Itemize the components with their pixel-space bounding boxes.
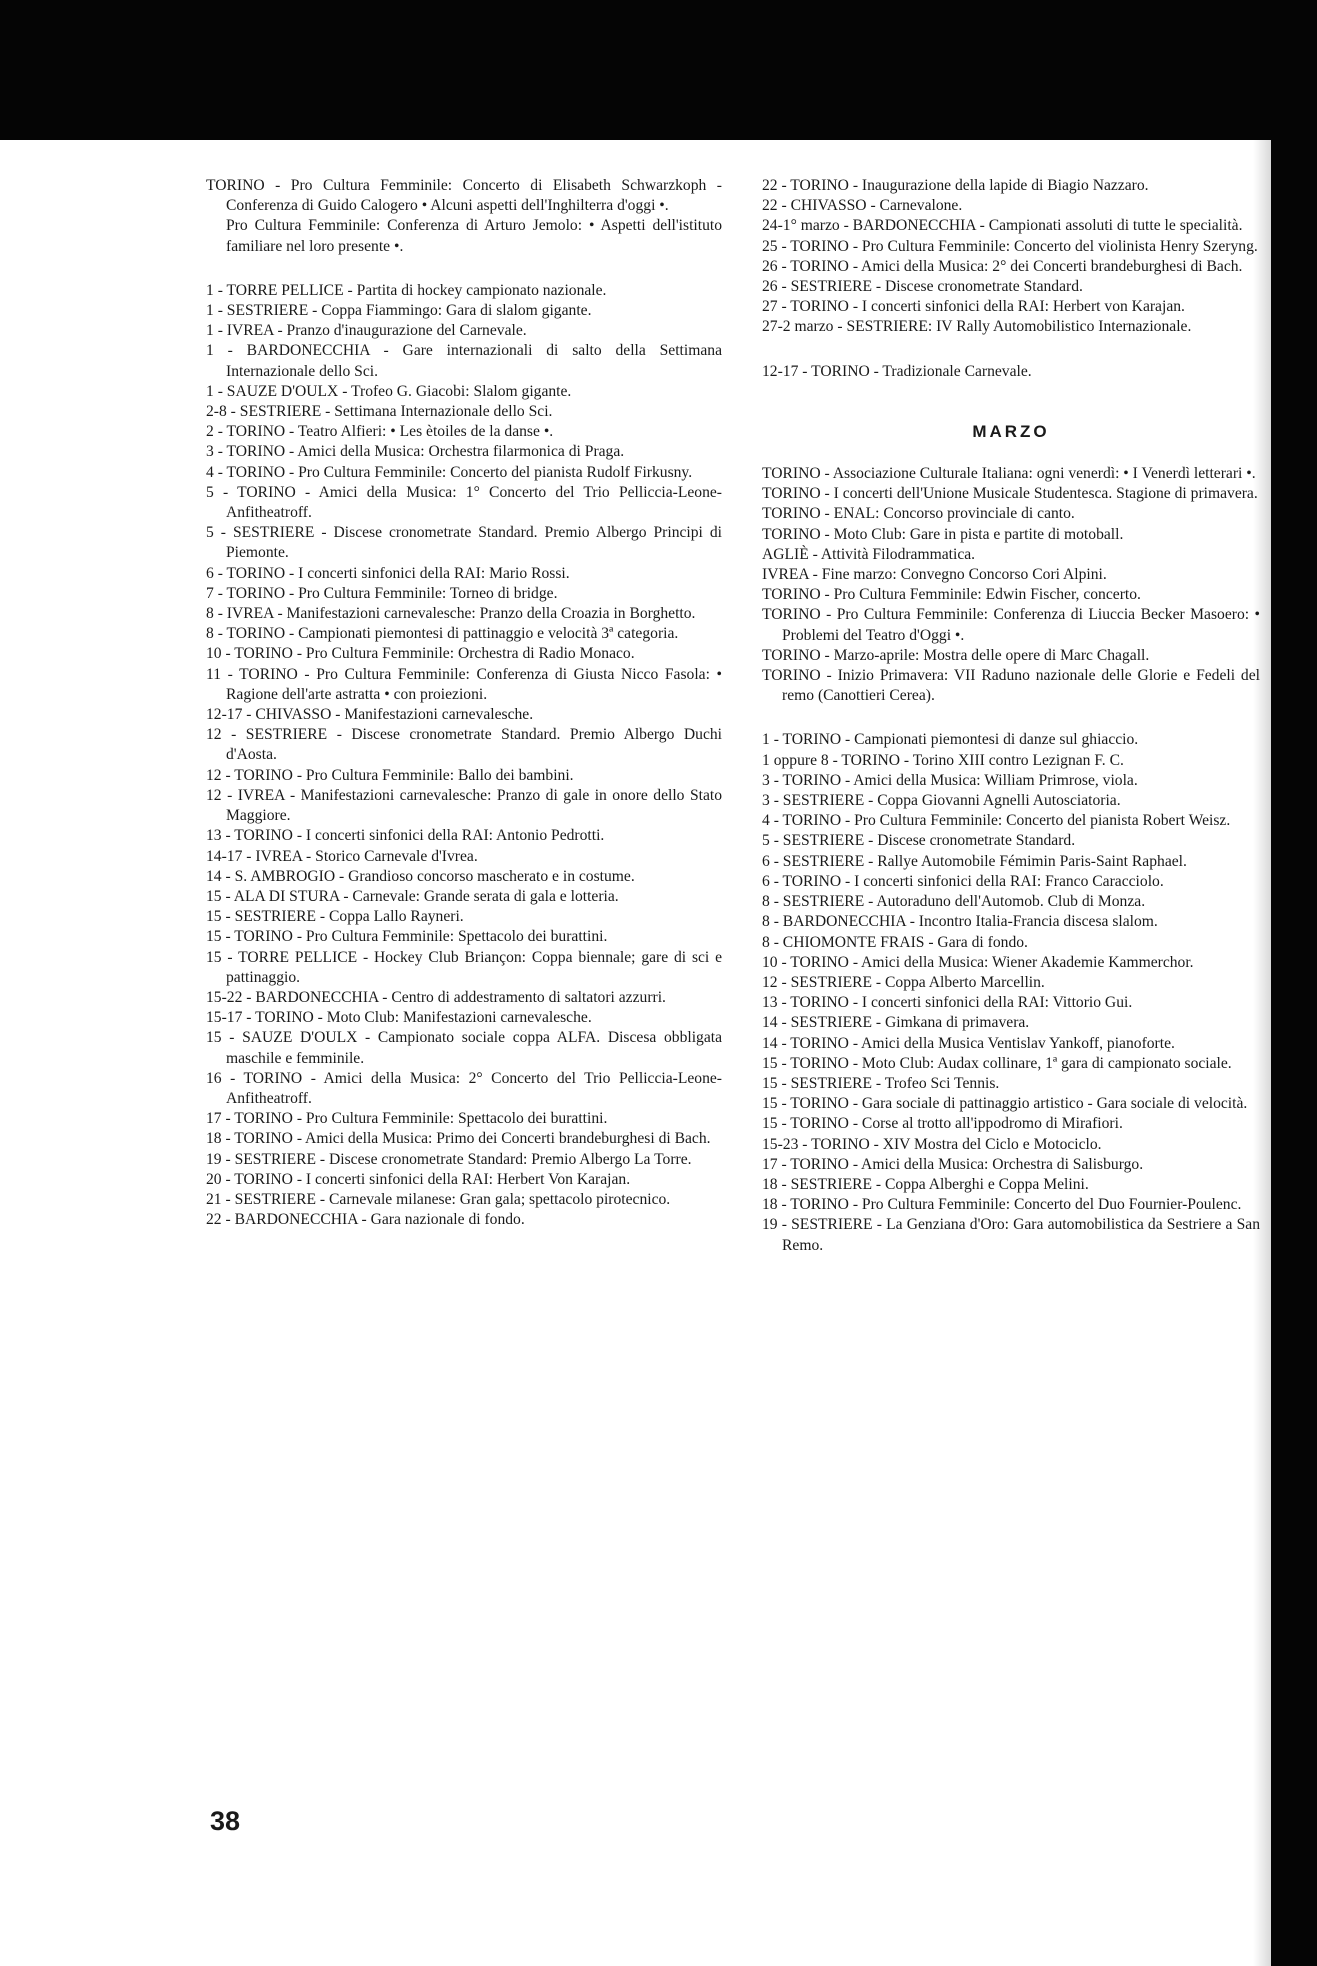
event-entry: [762, 771, 1260, 791]
event-date: 2 -: [206, 423, 223, 441]
event-entry: [762, 1175, 1260, 1195]
march-heading: MARZO: [972, 421, 1050, 441]
event-entry: [206, 483, 722, 523]
event-text: SESTRIERE - Coppa Alberto Marcellin.: [786, 973, 1045, 991]
event-entry: [206, 867, 722, 887]
event-entry: [206, 927, 722, 947]
event-text: TORINO - Amici della Musica: Primo dei Concerti brandeburghesi di Bach.: [230, 1130, 711, 1148]
event-text: BARDONECCHIA - Centro di addestramento di saltatori azzurri.: [251, 988, 666, 1006]
event-text: ALA DI STURA - Carnevale: Grande serata di gala e lotteria.: [230, 887, 619, 905]
event-date: 21 -: [206, 1190, 231, 1208]
event-entry: [762, 1215, 1260, 1255]
event-text: SESTRIERE - Discese cronometrate Standard. Premio Albergo Duchi d'Aosta.: [226, 726, 722, 764]
event-text: SESTRIERE: IV Rally Automobilistico Internazionale.: [842, 318, 1192, 336]
event-text: TORINO - Corse al trotto all'ippodromo di Mirafiori.: [786, 1115, 1123, 1133]
march-general-entry: TORINO - Marzo-aprile: Mostra delle opere di Marc Chagall.: [762, 646, 1150, 664]
left-column: [206, 176, 722, 1230]
event-date: 27-2 marzo -: [762, 318, 843, 336]
event-entry: [762, 257, 1260, 277]
march-general-entry: TORINO - Moto Club: Gare in pista e partite di motoball.: [762, 525, 1124, 543]
event-entry: [206, 1028, 722, 1068]
event-text: TORINO - Pro Cultura Femminile: Concerto del pianista Robert Weisz.: [778, 812, 1231, 830]
event-entry: [762, 933, 1260, 953]
event-entry: [762, 751, 1260, 771]
event-entry: [206, 1109, 722, 1129]
event-text: SESTRIERE - Rallye Automobile Fémimin Paris-Saint Raphael.: [778, 852, 1187, 870]
event-text: TORINO - Pro Cultura Femminile: Spettacolo dei burattini.: [230, 928, 608, 946]
event-date: 15 -: [206, 908, 231, 926]
event-text: TORINO - Amici della Musica: 1° Concerto del Trio Pelliccia-Leone-Anfitheatroff.: [226, 483, 722, 522]
february-events-continued-list: [762, 176, 1260, 382]
event-entry: [762, 831, 1260, 851]
event-text: TORINO - Inaugurazione della lapide di Biagio Nazzaro.: [786, 177, 1149, 194]
event-text: TORINO - Amici della Musica Ventislav Yankoff, pianoforte.: [786, 1034, 1175, 1052]
event-date: 14 -: [206, 867, 231, 885]
event-entry: [206, 402, 722, 422]
event-entry: [206, 422, 722, 442]
event-entry: [206, 1190, 722, 1210]
event-text: SESTRIERE - Settimana Internazionale dello Sci.: [235, 403, 553, 421]
february-events-list: [206, 281, 722, 1231]
event-text: SESTRIERE - Discese cronometrate Standard. Premio Albergo Principi di Piemonte.: [225, 524, 722, 562]
event-date: 5 -: [206, 483, 229, 501]
event-entry: [762, 912, 1260, 932]
event-entry: [762, 362, 1260, 382]
event-date: 15-17 -: [206, 1009, 252, 1027]
event-entry: [762, 892, 1260, 912]
event-entry: [206, 847, 722, 867]
march-general-entry: IVREA - Fine marzo: Convegno Concorso Cori Alpini.: [762, 566, 1107, 584]
event-text: TORINO - I concerti sinfonici della RAI: Antonio Pedrotti.: [230, 827, 605, 845]
event-date: 1 -: [206, 342, 233, 360]
event-date: 5 -: [762, 832, 779, 850]
event-text: TORINO - Pro Cultura Femminile: Concerto del pianista Rudolf Firkusny.: [222, 463, 693, 481]
scan-border-top: [0, 0, 1317, 140]
march-general-entry: TORINO - Inizio Primavera: VII Raduno nazionale delle Glorie e Fedeli del remo (Canottieri Cerea).: [762, 667, 1260, 705]
page-number: 38: [210, 1806, 241, 1836]
event-entry: [762, 1094, 1260, 1114]
event-entry: [206, 1170, 722, 1190]
march-general-entry: TORINO - Pro Cultura Femminile: Edwin Fischer, concerto.: [762, 586, 1141, 604]
event-date: 3 -: [762, 792, 779, 810]
event-date: 18 -: [762, 1175, 787, 1193]
march-general-list: [762, 464, 1260, 706]
event-entry: [206, 463, 722, 483]
event-date: 8 -: [206, 605, 223, 623]
march-general-entry: TORINO - ENAL: Concorso provinciale di canto.: [762, 505, 1075, 523]
event-date: 10 -: [206, 645, 231, 663]
intro-line: Pro Cultura Femminile: Conferenza di Arturo Jemolo: • Aspetti dell'istituto familiare nel loro presente •.: [226, 217, 722, 255]
event-date: 15 -: [762, 1095, 787, 1113]
event-entry: [762, 1013, 1260, 1033]
event-text: TORINO - Pro Cultura Femminile: Spettacolo dei burattini.: [230, 1110, 608, 1128]
event-text: TORINO - Moto Club: Manifestazioni carnevalesche.: [251, 1009, 592, 1027]
event-date: 15 -: [762, 1054, 787, 1072]
intro-block: [206, 176, 722, 257]
event-text: TORINO - XIV Mostra del Ciclo e Motociclo.: [807, 1135, 1102, 1153]
event-date: 15 -: [762, 1074, 787, 1092]
event-text: TORINO - I concerti sinfonici della RAI: Mario Rossi.: [222, 564, 570, 582]
event-text: TORRE PELLICE - Partita di hockey campionato nazionale.: [222, 281, 607, 299]
event-text: IVREA - Storico Carnevale d'Ivrea.: [251, 847, 478, 865]
event-text: TORINO - Campionati piemontesi di danze sul ghiaccio.: [778, 731, 1139, 749]
event-entry: [762, 1074, 1260, 1094]
event-date: 16 -: [206, 1069, 236, 1087]
event-text: TORINO - Pro Cultura Femminile: Torneo di bridge.: [222, 584, 558, 602]
event-text: SESTRIERE - Gimkana di primavera.: [786, 1014, 1030, 1032]
event-entry: [206, 665, 722, 705]
event-entry: [762, 1034, 1260, 1054]
right-column: [762, 176, 1260, 1256]
scan-border-right: [1271, 0, 1317, 1966]
event-text: SESTRIERE - La Genziana d'Oro: Gara automobilistica da Sestriere a San Remo.: [782, 1216, 1260, 1254]
event-date: 19 -: [762, 1216, 787, 1234]
event-date: 20 -: [206, 1170, 231, 1188]
event-date: 12 -: [206, 766, 231, 784]
event-text: CHIVASSO - Carnevalone.: [786, 197, 963, 215]
event-date: 25 -: [762, 237, 787, 255]
event-date: 17 -: [762, 1155, 787, 1173]
event-text: TORINO - Gara sociale di pattinaggio artistico - Gara sociale di velocità.: [786, 1095, 1248, 1113]
event-text: TORINO - Amici della Musica: 2° Concerto del Trio Pelliccia-Leone-Anfitheatroff.: [226, 1069, 722, 1107]
event-date: 11 -: [206, 665, 233, 683]
event-date: 1 oppure 8 -: [762, 751, 838, 769]
event-date: 6 -: [762, 872, 779, 890]
event-date: 2-8 -: [206, 403, 236, 421]
event-date: 22 -: [206, 1211, 231, 1229]
event-text: IVREA - Pranzo d'inaugurazione del Carnevale.: [222, 322, 527, 340]
event-entry: [762, 1054, 1260, 1074]
event-date: 15 -: [206, 948, 233, 966]
march-general-entry: TORINO - Associazione Culturale Italiana: ogni venerdì: • I Venerdì letterari •.: [762, 465, 1256, 483]
event-entry: [206, 786, 722, 826]
event-entry: [762, 730, 1260, 750]
event-date: 4 -: [206, 463, 223, 481]
event-text: SESTRIERE - Autoraduno dell'Automob. Club di Monza.: [778, 893, 1146, 911]
event-entry: [206, 988, 722, 1008]
event-date: 22 -: [762, 197, 787, 215]
event-date: 6 -: [206, 564, 223, 582]
event-date: 15 -: [762, 1115, 787, 1133]
event-text: BARDONECCHIA - Gare internazionali di salto della Settimana Internazionale dello Sci.: [226, 342, 722, 380]
event-text: BARDONECCHIA - Campionati assoluti di tutte le specialità.: [848, 217, 1243, 235]
event-date: 27 -: [762, 298, 787, 316]
event-date: 18 -: [206, 1130, 231, 1148]
event-date: 10 -: [762, 953, 787, 971]
event-entry: [762, 216, 1260, 236]
event-date: 14 -: [762, 1034, 787, 1052]
event-entry: [762, 852, 1260, 872]
event-text: TORINO - I concerti sinfonici della RAI: Franco Caracciolo.: [778, 872, 1164, 890]
event-entry: [206, 887, 722, 907]
event-text: CHIOMONTE FRAIS - Gara di fondo.: [778, 933, 1028, 951]
event-date: 13 -: [206, 827, 231, 845]
event-text: TORINO - I concerti sinfonici della RAI: Herbert Von Karajan.: [230, 1170, 631, 1188]
event-entry: [206, 442, 722, 462]
event-entry: [762, 953, 1260, 973]
event-date: 4 -: [762, 812, 779, 830]
event-text: TORINO - Pro Cultura Femminile: Concerto del violinista Henry Szeryng.: [786, 237, 1258, 255]
event-text: TORINO - Pro Cultura Femminile: Concerto del Duo Fournier-Poulenc.: [786, 1196, 1242, 1214]
march-general-entry: TORINO - Pro Cultura Femminile: Conferenza di Liuccia Becker Masoero: • Problemi del Teatro d'Oggi •.: [762, 606, 1260, 644]
event-text: S. AMBROGIO - Grandioso concorso mascherato e in costume.: [230, 867, 635, 885]
event-date: 15 -: [206, 1029, 235, 1047]
event-date: 7 -: [206, 584, 223, 602]
event-date: 1 -: [206, 281, 223, 299]
event-date: 13 -: [762, 994, 787, 1012]
event-text: TORRE PELLICE - Hockey Club Briançon: Coppa biennale; gare di sci e pattinaggio.: [226, 948, 723, 986]
event-text: SESTRIERE - Coppa Lallo Rayneri.: [230, 908, 464, 926]
event-entry: [206, 281, 722, 301]
event-text: SESTRIERE - Coppa Alberghi e Coppa Melini.: [786, 1175, 1089, 1193]
intro-line: TORINO - Pro Cultura Femminile: Concerto di Elisabeth Schwarzkoph - Conferenza di Guido Calogero • Alcuni aspetti dell'Inghilterra d'oggi •.: [206, 177, 722, 215]
event-date: 3 -: [762, 771, 779, 789]
event-entry: [206, 948, 722, 988]
march-general-entry: TORINO - I concerti dell'Unione Musicale Studentesca. Stagione di primavera.: [762, 485, 1258, 503]
event-text: SESTRIERE - Discese cronometrate Standard: Premio Albergo La Torre.: [230, 1150, 692, 1168]
event-entry: [762, 317, 1260, 337]
march-events-list: [762, 730, 1260, 1255]
event-entry: [762, 277, 1260, 297]
event-date: 26 -: [762, 257, 787, 275]
event-date: 8 -: [206, 625, 223, 643]
event-date: 3 -: [206, 443, 223, 461]
event-date: 15-23 -: [762, 1135, 808, 1153]
event-entry: [206, 564, 722, 584]
event-entry: [206, 584, 722, 604]
event-text: TORINO - Torino XIII contro Lezignan F. C.: [837, 751, 1124, 769]
event-entry: [206, 1069, 722, 1109]
event-text: SAUZE D'OULX - Campionato sociale coppa ALFA. Discesa obbligata maschile e femminile.: [226, 1029, 723, 1067]
event-entry: [762, 196, 1260, 216]
event-date: 22 -: [762, 177, 787, 194]
event-text: TORINO - Amici della Musica: 2° dei Concerti brandeburghesi di Bach.: [786, 257, 1243, 275]
event-text: SESTRIERE - Coppa Giovanni Agnelli Autosciatoria.: [778, 792, 1121, 810]
event-date: 1 -: [206, 302, 223, 320]
event-date: 15 -: [206, 887, 231, 905]
event-text: TORINO - Pro Cultura Femminile: Ballo dei bambini.: [230, 766, 574, 784]
event-text: IVREA - Manifestazioni carnevalesche: Pranzo della Croazia in Borghetto.: [222, 605, 696, 623]
march-general-entry: AGLIÈ - Attività Filodrammatica.: [762, 545, 976, 563]
event-entry: [206, 321, 722, 341]
event-date: 8 -: [762, 893, 779, 911]
event-entry: [762, 237, 1260, 257]
event-text: TORINO - Teatro Alfieri: • Les ètoiles de la danse •.: [222, 423, 554, 441]
event-entry: [762, 811, 1260, 831]
event-date: 1 -: [762, 731, 779, 749]
event-entry: [206, 1150, 722, 1170]
event-date: 12-17 -: [206, 706, 252, 724]
event-date: 6 -: [762, 852, 779, 870]
event-entry: [762, 297, 1260, 317]
event-date: 5 -: [206, 524, 226, 542]
event-entry: [206, 1129, 722, 1149]
event-text: SESTRIERE - Carnevale milanese: Gran gala; spettacolo pirotecnico.: [230, 1190, 671, 1208]
event-entry: [206, 644, 722, 664]
event-date: 1 -: [206, 322, 223, 340]
event-entry: [762, 176, 1260, 196]
event-entry: [762, 1135, 1260, 1155]
event-entry: [206, 705, 722, 725]
event-date: 15-22 -: [206, 988, 252, 1006]
event-text: CHIVASSO - Manifestazioni carnevalesche.: [251, 706, 534, 724]
event-entry: [206, 382, 722, 402]
event-date: 14-17 -: [206, 847, 252, 865]
event-date: 1 -: [206, 382, 223, 400]
event-text: SESTRIERE - Trofeo Sci Tennis.: [786, 1074, 1000, 1092]
event-entry: [206, 523, 722, 563]
event-entry: [206, 604, 722, 624]
event-entry: [206, 1008, 722, 1028]
event-entry: [206, 766, 722, 786]
event-text: BARDONECCHIA - Incontro Italia-Francia discesa slalom.: [778, 913, 1158, 931]
event-text: TORINO - Pro Cultura Femminile: Conferenza di Giusta Nicco Fasola: • Ragione dell'arte astratta • con proiezioni.: [226, 665, 723, 703]
event-text: TORINO - Amici della Musica: William Primrose, viola.: [778, 771, 1138, 789]
event-entry: [206, 907, 722, 927]
event-entry: [206, 624, 722, 644]
event-date: 26 -: [762, 278, 787, 296]
event-entry: [762, 1195, 1260, 1215]
event-text: SESTRIERE - Discese cronometrate Standard.: [786, 278, 1083, 296]
event-entry: [762, 993, 1260, 1013]
event-text: TORINO - Tradizionale Carnevale.: [807, 362, 1032, 380]
event-text: TORINO - Moto Club: Audax collinare, 1ª gara di campionato sociale.: [786, 1054, 1232, 1072]
event-entry: [206, 1210, 722, 1230]
event-date: 8 -: [762, 913, 779, 931]
event-entry: [206, 826, 722, 846]
event-text: TORINO - Amici della Musica: Wiener Akademie Kammerchor.: [786, 953, 1194, 971]
event-date: 12 -: [206, 786, 233, 804]
event-date: 24-1° marzo -: [762, 217, 849, 235]
event-date: 8 -: [762, 933, 779, 951]
event-entry: [762, 791, 1260, 811]
event-text: TORINO - Campionati piemontesi di pattinaggio e velocità 3ª categoria.: [222, 625, 679, 643]
event-entry: [762, 872, 1260, 892]
event-text: TORINO - I concerti sinfonici della RAI: Vittorio Gui.: [786, 994, 1133, 1012]
event-date: 14 -: [762, 1014, 787, 1032]
event-entry: [762, 973, 1260, 993]
event-text: TORINO - Amici della Musica: Orchestra di Salisburgo.: [786, 1155, 1144, 1173]
event-text: IVREA - Manifestazioni carnevalesche: Pranzo di gale in onore dello Stato Maggiore.: [226, 786, 722, 825]
event-entry: [762, 1155, 1260, 1175]
event-entry: [206, 725, 722, 765]
event-date: 17 -: [206, 1110, 231, 1128]
event-entry: [206, 301, 722, 321]
event-entry: [762, 1114, 1260, 1134]
event-date: 19 -: [206, 1150, 231, 1168]
event-text: BARDONECCHIA - Gara nazionale di fondo.: [230, 1211, 525, 1229]
event-text: SESTRIERE - Coppa Fiammingo: Gara di slalom gigante.: [222, 302, 592, 320]
event-entry: [206, 341, 722, 381]
event-text: TORINO - Pro Cultura Femminile: Orchestra di Radio Monaco.: [230, 645, 635, 663]
event-date: 15 -: [206, 928, 231, 946]
event-text: TORINO - Amici della Musica: Orchestra filarmonica di Praga.: [222, 443, 625, 461]
event-date: 18 -: [762, 1196, 787, 1214]
event-text: SESTRIERE - Discese cronometrate Standard.: [778, 832, 1076, 850]
event-date: 12-17 -: [762, 362, 808, 380]
event-date: 12 -: [206, 726, 237, 744]
event-text: SAUZE D'OULX - Trofeo G. Giacobi: Slalom gigante.: [222, 382, 572, 400]
event-date: 12 -: [762, 973, 787, 991]
event-text: TORINO - I concerti sinfonici della RAI: Herbert von Karajan.: [786, 298, 1185, 316]
